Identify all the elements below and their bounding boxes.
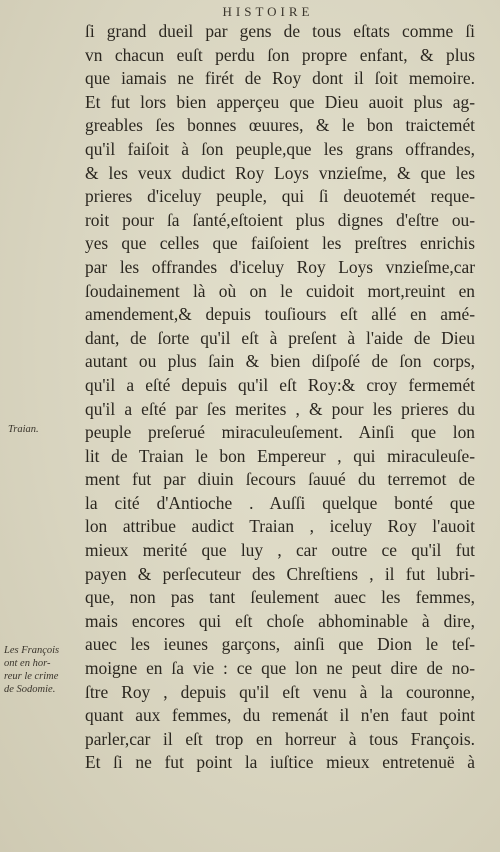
text-line: roit pour ſa ſanté,eſtoient plus dignes d'eſtre ou- (85, 209, 475, 230)
margin-note-line: ont en hor- (4, 658, 51, 669)
text-line: Et fut lors bien apperçeu que Dieu auoit plus ag- (85, 91, 475, 112)
text-line: par les offrandes d'iceluy Roy Loys vnzieſme,car (85, 256, 475, 277)
margin-note-line: reur le crime (4, 671, 59, 682)
text-line: quant aux femmes, du remenát il n'en faut point (85, 705, 475, 726)
body-text (85, 20, 475, 775)
text-line: ſi grand dueil par gens de tous eſtats comme ſi (85, 21, 475, 41)
text-line: ſoudainement là où on le cuidoit mort,reuint en (85, 280, 475, 301)
text-line: qu'il a eſté depuis qu'il eſt Roy:& croy fermemét (85, 374, 475, 395)
text-line: peuple preſerué miraculeuſement. Ainſi que lon (85, 422, 475, 443)
text-line: ment fut par diuin ſecours ſauué du terremot de (85, 469, 475, 490)
text-line: autant ou plus ſain & bien diſpoſé de ſon corps, (85, 351, 475, 372)
text-line: la cité d'Antioche . Auſſi quelque bonté que (85, 492, 475, 513)
margin-note-traian (8, 423, 39, 436)
margin-note-line: Traian. (8, 424, 39, 435)
text-line: qu'il a eſté par ſes merites , & pour les prieres du (85, 398, 475, 419)
text-line: payen & perſecuteur des Chreſtiens , il fut lubri- (85, 563, 475, 584)
text-line: moigne en ſa vie : ce que lon ne peut dire de no- (85, 658, 475, 679)
margin-note-line: Les François (4, 645, 60, 656)
text-line: mais encores qui eſt choſe abhominable à dire, (85, 610, 475, 631)
text-line: & les veux dudict Roy Loys vnzieſme, & que les (85, 162, 475, 183)
text-line: greables ſes bonnes œuures, & le bon traictemét (85, 115, 475, 136)
text-line: que, non pas tant ſeulement auec les femmes, (85, 587, 475, 608)
text-line: ſtre Roy , depuis qu'il eſt venu à la couronne, (85, 681, 475, 702)
text-line: mieux merité que luy , car outre ce qu'il fut (85, 540, 475, 561)
text-line: yes que celles que faiſoient les preſtres enrichis (85, 233, 475, 254)
text-line: vn chacun euſt perdu ſon propre enfant, & plus (85, 44, 475, 65)
text-line: lit de Traian le bon Empereur , qui miraculeuſe- (85, 445, 475, 466)
text-line: Et ſi ne fut point la iuſtice mieux entretenuë à (85, 752, 475, 773)
text-line: lon attribue audict Traian , iceluy Roy l'auoit (85, 516, 475, 537)
text-line: prieres d'iceluy peuple, qui ſi deuotemét reque- (85, 186, 475, 207)
running-header: HISTOIRE (222, 4, 314, 19)
text-line: qu'il faiſoit à ſon peuple,que les grans offrandes, (85, 138, 475, 159)
margin-note-francois (4, 644, 59, 696)
text-line: amendement,& depuis touſiours eſt allé en amé- (85, 304, 475, 325)
text-line: que iamais ne firét de Roy dont il ſoit memoire. (85, 68, 475, 89)
text-line: dant, de ſorte qu'il eſt à preſent à l'aide de Dieu (85, 327, 475, 348)
margin-note-line: de Sodomie. (4, 684, 56, 695)
text-line: parler,car il eſt trop en horreur à tous François. (85, 728, 475, 749)
text-line: auec les ieunes garçons, ainſi que Dion le teſ- (85, 634, 475, 655)
